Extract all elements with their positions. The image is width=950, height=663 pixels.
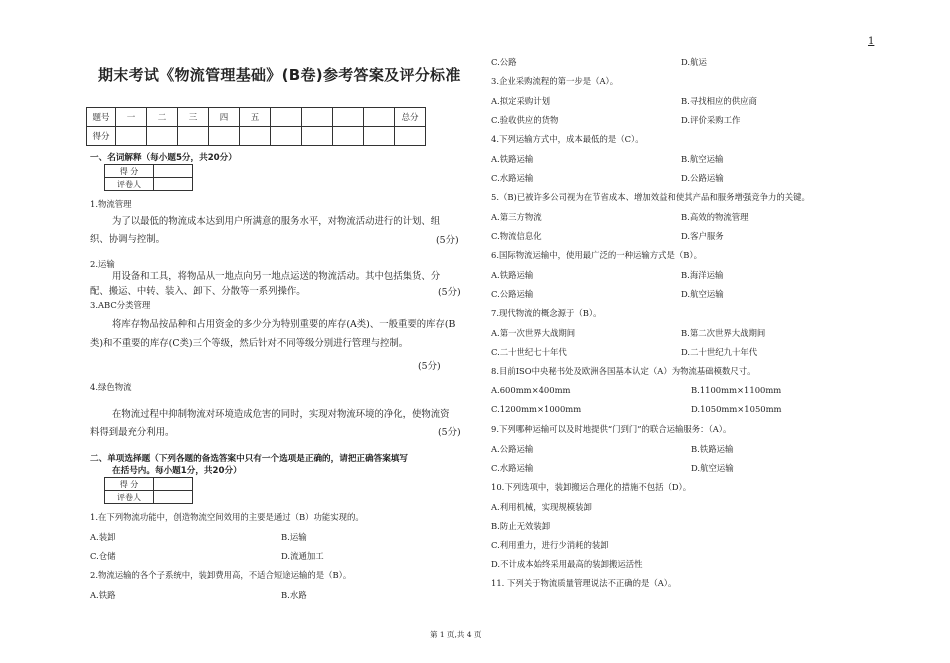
- score-cell: [364, 127, 395, 146]
- score-header-cell: 二: [147, 108, 178, 127]
- option: A.第一次世界大战期间: [491, 328, 576, 338]
- term-title: 2.运输: [90, 259, 115, 269]
- question: 6.国际物流运输中，使用最广泛的一种运输方式是（B）。: [491, 250, 702, 260]
- score-cell: [209, 127, 240, 146]
- term-definition: 用设备和工具，将物品从一地点向另一地点运送的物流活动。其中包括集货、分配、搬运、中转、装入、卸下、分散等一系列操作。: [90, 271, 441, 297]
- option: C.1200mm×1000mm: [491, 404, 582, 414]
- grader-score-label: 得 分: [105, 478, 154, 491]
- term-score: (5分): [438, 427, 461, 438]
- option: B.铁路运输: [691, 444, 734, 454]
- score-header-cell: 四: [209, 108, 240, 127]
- option: D.客户服务: [681, 231, 724, 241]
- option: D.二十世纪九十年代: [681, 347, 758, 357]
- grader-score-label: 得 分: [105, 165, 154, 178]
- grader-score-cell: [154, 165, 193, 178]
- score-header-cell: [271, 108, 302, 127]
- option: B.防止无效装卸: [491, 521, 551, 531]
- term-title: 4.绿色物流: [90, 382, 132, 392]
- option: C.验收供应的货物: [491, 115, 559, 125]
- question: 11. 下列关于物流质量管理说法不正确的是（A）。: [491, 578, 677, 588]
- term-title: 1.物流管理: [90, 199, 132, 209]
- score-cell: [333, 127, 364, 146]
- option: A.铁路运输: [491, 270, 534, 280]
- option: D.公路运输: [681, 173, 724, 183]
- question: 1.在下列物流功能中，创造物流空间效用的主要是通过（B）功能实现的。: [90, 512, 364, 522]
- option: C.二十世纪七十年代: [491, 347, 567, 357]
- option: B.海洋运输: [681, 270, 724, 280]
- score-row-label: 得分: [87, 127, 116, 146]
- option: A.拟定采购计划: [491, 96, 550, 106]
- score-header-cell: [333, 108, 364, 127]
- option: B.运输: [281, 532, 307, 542]
- score-header-cell: [364, 108, 395, 127]
- question: 4.下列运输方式中，成本最低的是（C）。: [491, 134, 644, 144]
- option: A.利用机械，实现规模装卸: [491, 502, 592, 512]
- page-number-top: 1: [868, 36, 875, 47]
- option: A.600mm×400mm: [491, 385, 571, 395]
- score-header-cell: 一: [116, 108, 147, 127]
- term-title: 3.ABC分类管理: [90, 300, 151, 310]
- option: D.航运: [681, 57, 707, 67]
- term-definition: 将库存物品按品种和占用资金的多少分为特别重要的库存(A类)、一般重要的库存(B类)和不重要的库存(C类)三个等级，然后针对不同等级分别进行管理与控制。: [90, 319, 456, 349]
- grader-score-cell: [154, 478, 193, 491]
- option: D.评价采购工作: [681, 115, 741, 125]
- score-header-cell: [302, 108, 333, 127]
- score-cell: [302, 127, 333, 146]
- score-header-cell: 题号: [87, 108, 116, 127]
- grader-reviewer-cell: [154, 178, 193, 191]
- option: A.装卸: [90, 532, 116, 542]
- score-header-cell: 三: [178, 108, 209, 127]
- score-cell: [271, 127, 302, 146]
- score-cell: [395, 127, 426, 146]
- option: D.流通加工: [281, 551, 324, 561]
- question: 9.下列哪种运输可以及时地提供“门到门”的联合运输服务：（A）。: [491, 424, 732, 434]
- option: B.第二次世界大战期间: [681, 328, 766, 338]
- score-cell: [147, 127, 178, 146]
- grader-reviewer-label: 评卷人: [105, 491, 154, 504]
- term-score: (5分): [436, 235, 459, 246]
- option: B.航空运输: [681, 154, 724, 164]
- option: A.铁路运输: [491, 154, 534, 164]
- option: C.利用重力，进行少消耗的装卸: [491, 540, 609, 550]
- score-header-cell: 五: [240, 108, 271, 127]
- term-score: (5分): [418, 361, 441, 372]
- section2-heading: 二、单项选择题（下列各题的备选答案中只有一个选项是正确的，请把正确答案填写: [90, 454, 408, 464]
- score-table: [86, 107, 426, 146]
- option: B.高效的物流管理: [681, 212, 749, 222]
- grader-box: [104, 477, 193, 504]
- option: A.第三方物流: [491, 212, 542, 222]
- score-cell: [240, 127, 271, 146]
- question: 2.物流运输的各个子系统中，装卸费用高，不适合短途运输的是（B）。: [90, 570, 352, 580]
- page-title: 期末考试《物流管理基础》(B卷)参考答案及评分标准: [98, 66, 461, 84]
- grader-reviewer-label: 评卷人: [105, 178, 154, 191]
- term-definition: 为了以最低的物流成本达到用户所满意的服务水平，对物流活动进行的计划、组织、协调与控制。: [90, 216, 441, 245]
- question: 10.下列选项中，装卸搬运合理化的措施不包括（D）。: [491, 482, 692, 492]
- option: C.公路: [491, 57, 517, 67]
- question: 5.（B)已被许多公司视为在节省成本、增加效益和使其产品和服务增强竞争力的关键。: [491, 192, 810, 202]
- option: D.航空运输: [691, 463, 734, 473]
- option: D.1050mm×1050mm: [691, 404, 782, 414]
- grader-box: [104, 164, 193, 191]
- option: D.航空运输: [681, 289, 724, 299]
- page-footer: 第 1 页,共 4 页: [430, 630, 482, 639]
- option: D.不计成本始终采用最高的装卸搬运活性: [491, 559, 643, 569]
- option: C.物流信息化: [491, 231, 542, 241]
- grader-reviewer-cell: [154, 491, 193, 504]
- term-definition: 在物流过程中抑制物流对环境造成危害的同时，实现对物流环境的净化，使物流资料得到最充分利用。: [90, 409, 450, 438]
- option: C.仓储: [90, 551, 116, 561]
- question: 3.企业采购流程的第一步是（A）。: [491, 76, 619, 86]
- score-header-cell: 总分: [395, 108, 426, 127]
- option: C.水路运输: [491, 463, 534, 473]
- question: 8.目前ISO中央秘书处及欧洲各国基本认定（A）为物流基础模数尺寸。: [491, 366, 756, 376]
- option: C.水路运输: [491, 173, 534, 183]
- option: A.公路运输: [491, 444, 534, 454]
- option: A.铁路: [90, 590, 116, 600]
- section2-heading-cont: 在括号内。每小题1分，共20分）: [112, 466, 242, 476]
- option: C.公路运输: [491, 289, 534, 299]
- term-score: (5分): [438, 287, 461, 298]
- option: B.寻找相应的供应商: [681, 96, 757, 106]
- score-cell: [178, 127, 209, 146]
- option: B.1100mm×1100mm: [691, 385, 782, 395]
- score-cell: [116, 127, 147, 146]
- option: B.水路: [281, 590, 307, 600]
- section1-heading: 一、名词解释（每小题5分，共20分）: [90, 153, 237, 163]
- question: 7.现代物流的概念源于（B）。: [491, 308, 602, 318]
